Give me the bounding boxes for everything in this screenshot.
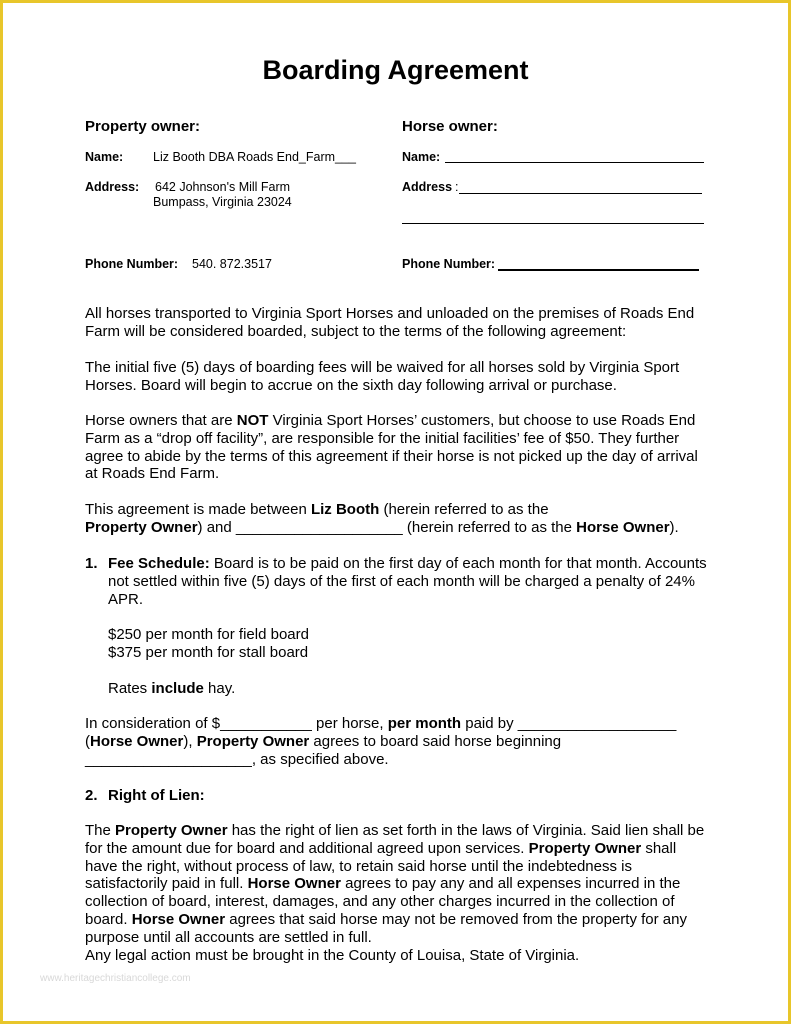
property-owner-name-label: Name: [85, 150, 124, 164]
horse-owner-address-colon: : [455, 180, 459, 194]
property-owner-address-line1: 642 Johnson's Mill Farm [155, 180, 291, 194]
horse-owner-address-line1[interactable] [459, 193, 702, 194]
section-2-number: 2. [85, 787, 98, 804]
horse-owner-name-label: Name: [402, 150, 441, 164]
property-owner-heading: Property owner: [85, 118, 201, 135]
rates-include: Rates include hay. [108, 680, 236, 697]
right-of-lien-paragraph: The Property Owner has the right of lien as set forth in the laws of Virginia. Said lien shall be for the amount due for board and additional agreed upon services. Property Owner shall have the right, without process of law, to retain said horse until the indebtedness is satisfactorily paid in full. Horse Owner agrees to pay any and all expenses incurred in the collection of board, interest, damages, and any other charges incurred in the collection of board. Horse Owner agrees that said horse may not be removed from the property for any purpose until all accounts are settled in full. Any legal action must be brought in the County of Louisa, State of Virginia. [85, 822, 705, 964]
paragraph-3: Horse owners that are NOT Virginia Sport Horses’ customers, but choose to use Roads End Farm as a “drop off facility”, are responsible for the initial facilities’ fee of $50. They further agree to abide by the terms of this agreement if their horse is not picked up the day of arrival at Roads End Farm. [85, 412, 698, 483]
property-owner-phone-label: Phone Number: [85, 257, 179, 271]
consideration-paragraph: In consideration of $___________ per horse, per month paid by ___________________ (Horse Owner), Property Owner agrees to board said horse beginning ____________________, as specified above. [85, 715, 677, 768]
paragraph-4: This agreement is made between Liz Booth (herein referred to as the Property Owner) and ____________________ (herein referred to as the Horse Owner). [85, 501, 679, 536]
watermark: www.heritagechristiancollege.com [40, 973, 191, 984]
horse-owner-address-label: Address [402, 180, 453, 194]
horse-owner-address-line2[interactable] [402, 223, 704, 224]
paragraph-2: The initial five (5) days of boarding fees will be waived for all horses sold by Virginia Sport Horses. Board will begin to accrue on the sixth day following arrival or purchase. [85, 359, 680, 394]
property-owner-address-label: Address: [85, 180, 140, 194]
rate-stall-board: $375 per month for stall board [108, 644, 309, 661]
property-owner-name-value: Liz Booth DBA Roads End_Farm___ [153, 150, 356, 164]
page-title: Boarding Agreement [262, 55, 529, 85]
property-owner-address-line2: Bumpass, Virginia 23024 [153, 195, 292, 209]
section-1-number: 1. [85, 555, 98, 572]
horse-owner-phone-label: Phone Number: [402, 257, 496, 271]
section-1-fee-schedule: Fee Schedule: Board is to be paid on the first day of each month for that month. Accounts not settled within five (5) days of the first of each month will be charged a penalty of 24% APR. [108, 555, 707, 608]
horse-owner-heading: Horse owner: [402, 118, 498, 135]
rate-field-board: $250 per month for field board [108, 626, 309, 643]
paragraph-1: All horses transported to Virginia Sport Horses and unloaded on the premises of Roads End Farm will be considered boarded, subject to the terms of the following agreement: [85, 305, 695, 340]
section-2-heading: Right of Lien: [108, 787, 205, 804]
horse-owner-phone-line[interactable] [498, 269, 699, 271]
property-owner-phone-value: 540. 872.3517 [192, 257, 272, 271]
horse-owner-name-line[interactable] [445, 162, 704, 163]
